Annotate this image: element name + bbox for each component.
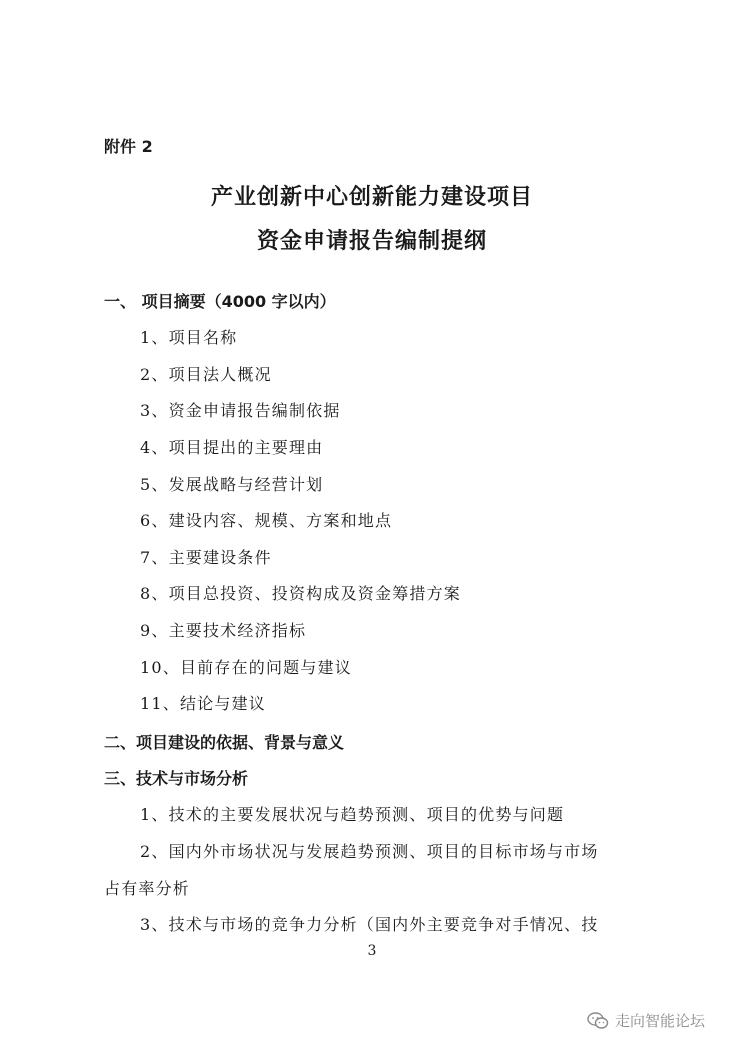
list-item: 2、项目法人概况 <box>140 365 272 384</box>
list-item: 7、主要建设条件 <box>140 548 272 567</box>
section3-item1: 1、技术的主要发展状况与趋势预测、项目的优势与问题 <box>140 805 565 824</box>
list-item: 1、项目名称 <box>140 328 238 347</box>
watermark <box>587 1010 705 1031</box>
attachment-label: 附件 2 <box>104 137 153 156</box>
list-item: 4、项目提出的主要理由 <box>140 438 324 457</box>
watermark-text: 走向智能论坛 <box>615 1012 706 1030</box>
document-title-line2: 资金申请报告编制提纲 <box>256 228 487 254</box>
section3-item2-line2: 占有率分析 <box>104 879 191 898</box>
wechat-icon <box>587 1012 609 1030</box>
page-number: 3 <box>367 943 377 959</box>
document-title-line1: 产业创新中心创新能力建设项目 <box>210 184 533 210</box>
list-item: 9、主要技术经济指标 <box>140 621 307 640</box>
section1-heading: 一、 项目摘要（4000 字以内） <box>104 292 336 311</box>
list-item: 11、结论与建议 <box>140 694 266 713</box>
list-item: 3、资金申请报告编制依据 <box>140 401 341 420</box>
list-item: 6、建设内容、规模、方案和地点 <box>140 511 393 530</box>
section3-heading: 三、技术与市场分析 <box>104 769 249 788</box>
section3-item3: 3、技术与市场的竞争力分析（国内外主要竞争对手情况、技 <box>140 915 599 934</box>
list-item: 8、项目总投资、投资构成及资金筹措方案 <box>140 584 461 603</box>
list-item: 5、发展战略与经营计划 <box>140 475 324 494</box>
section3-item2-line1: 2、国内外市场状况与发展趋势预测、项目的目标市场与市场 <box>140 842 599 861</box>
section2-heading: 二、项目建设的依据、背景与意义 <box>104 733 345 752</box>
list-item: 10、目前存在的问题与建议 <box>140 658 352 677</box>
